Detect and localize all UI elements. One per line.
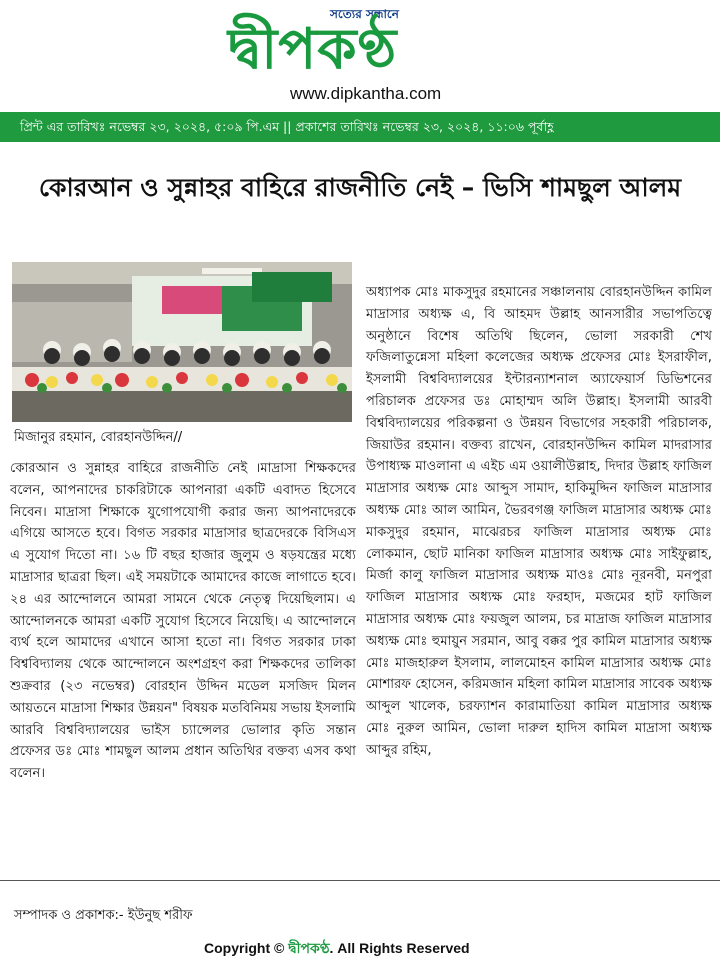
article-headline: কোরআন ও সুন্নাহর বাহিরে রাজনীতি নেই – ভিসি শামছুল আলম [38, 173, 682, 202]
tagline: সত্যের সন্ধানে [330, 7, 399, 21]
copyright-brand: দ্বীপকণ্ঠ [288, 940, 330, 956]
editor-publisher: সম্পাদক ও প্রকাশক:- ইউনুছ শরীফ [14, 908, 193, 923]
site-logo[interactable]: দ্বীপকণ্ঠ [228, 17, 398, 82]
copyright-notice [204, 937, 470, 961]
copyright-suffix: . All Rights Reserved [329, 940, 470, 956]
article-photo [12, 262, 352, 422]
photo-caption: মিজানুর রহমান, বোরহানউদ্দিন// [14, 430, 183, 445]
article-body-right: অধ্যাপক মোঃ মাকসুদুর রহমানের সঞ্চালনায় বোরহানউদ্দিন কামিল মাদ্রাসার অধ্যক্ষ এ, বি আহমদ উল্লাহ আনসারীর সভাপতিত্বে অনুষ্ঠানে বিশেষ অতিথি ছিলেন, ভোলা সরকারী শেখ ফজিলাতুন্নেসা মহিলা কলেজের অধ্যক্ষ প্রফেসর মোঃ ইসরাফীল, ইসলামী বিশ্ববিদ্যালয়ের ইন্টারন্যাশনাল অ্যাফেয়ার্স ডিভিশনের পরিচালক প্রফেসর ডঃ মোহাম্মদ অলি উল্লাহ। ইসলামী আরবী বিশ্ববিদ্যালয়ের পরিকল্পনা ও উন্নয়ন বিভাগের সহকারী পরিচালক, জিয়াউর রহমান। বক্তব্য রাখেন, বোরহানউদ্দিন কামিল মাদরাসার উপাধ্যক্ষ মাওলানা এ এইচ এম ওয়ালীউল্লাহ, দিদার উল্লাহ ফাজিল মাদ্রাসার অধ্যক্ষ মোঃ আব্দুস সামাদ, হাকিমুদ্দিন ফাজিল মাদ্রাসার অধ্যক্ষ মোঃ আল আমিন, ভৈরবগঞ্জ ফাজিল মাদ্রাসার অধ্যক্ষ মোঃ মাকসুদুর রহমান, মাঝেরচর ফাজিল মাদ্রাসার অধ্যক্ষ মোঃ লোকমান, ছোট মানিকা ফাজিল মাদ্রাসার অধ্যক্ষ মোঃ সাইফুল্লাহ, মির্জা কালু ফাজিল মাদ্রাসার অধ্যক্ষ মাওঃ মোঃ নূরনবী, মনপুরা ফাজিল মাদ্রাসার অধ্যক্ষ মোঃ ফরহাদ, মজমের হাট ফাজিল মাদ্রাসার অধ্যক্ষ মোঃ ফয়জুল আলম, চর মাদ্রাজ ফাজিল মাদ্রাসার অধ্যক্ষ মোঃ হুমায়ুন সরমান, আবু বক্কর পুর কামিল মাদ্রাসার অধ্যক্ষ মোঃ মাজহারুল ইসলাম, লালমোহন কামিল মাদ্রাসার অধ্যক্ষ মোঃ মোশারফ হোসেন, করিমজান মহিলা কামিল মাদ্রাসার সাবেক অধ্যক্ষ আব্দুল খালেক, চরফ্যাশন কারামাতিয়া কামিল মাদ্রাসার অধ্যক্ষ মোঃ নুরুল আমিন, ভোলা দারুল হাদিস কামিল মাদ্রাসা অধ্যক্ষ আব্দুর রহিম, [366, 285, 712, 758]
footer-divider [0, 880, 720, 881]
masthead [0, 0, 720, 112]
copyright-prefix: Copyright © [204, 940, 289, 956]
article-body-left: কোরআন ও সুন্নাহর বাহিরে রাজনীতি নেই ।মাদ্রাসা শিক্ষকদের বলেন, আপনাদের চাকরিটাকে আপনারা একটি এবাদত হিসেবে নিবেন। মাদ্রাসা শিক্ষাকে যুগোপযোগী করার জন্য আপনাদেরকে এগিয়ে আসতে হবে। বিগত সরকার মাদ্রাসার ছাত্রদেরকে বিসিএস এ সুযোগ দিতো না। ১৬ টি বছর হাজার জুলুম ও ষড়যন্ত্রের মধ্যে মাদ্রাসার ছাত্ররা ছিল। এই সময়টাকে আমাদের কাজে লাগাতে হবে। ২৪ এর আন্দোলনে আমরা সামনে থেকে নেতৃত্ব দিয়েছিলাম। এ আন্দোলনকে আমরা একটি সুযোগ হিসেবে নিয়েছি। এ আন্দোলনে ব্যর্থ হলে আমাদের এখানে আসা হতো না। বিগত সরকার ঢাকা বিশ্ববিদ্যালয় থেকে আন্দোলনে অংশগ্রহণ করা শিক্ষকদের তালিকা শুক্রবার (২৩ নভেম্বর) বোরহান উদ্দিন মডেল মসজিদ মিলন আয়তনে মাদ্রাসা শিক্ষার উন্নয়ন" বিষয়ক মতবিনিময় সভায় ইসলামি আরবি বিশ্ববিদ্যালয়ের ভাইস চ্যান্সেলর ভোলার কৃতি সন্তান প্রফেসর ডঃ মোঃ শামছুল আলম প্রধান অতিথির বক্তব্য এসব কথা বলেন। [10, 461, 356, 782]
website-url[interactable]: www.dipkantha.com [290, 84, 442, 103]
date-info: প্রিন্ট এর তারিখঃ নভেম্বর ২৩, ২০২৪, ৫:০৯ পি.এম || প্রকাশের তারিখঃ নভেম্বর ২৩, ২০২৪, ১১:০৬ পূর্বাহ্ণ [20, 119, 554, 134]
date-bar [0, 112, 720, 142]
